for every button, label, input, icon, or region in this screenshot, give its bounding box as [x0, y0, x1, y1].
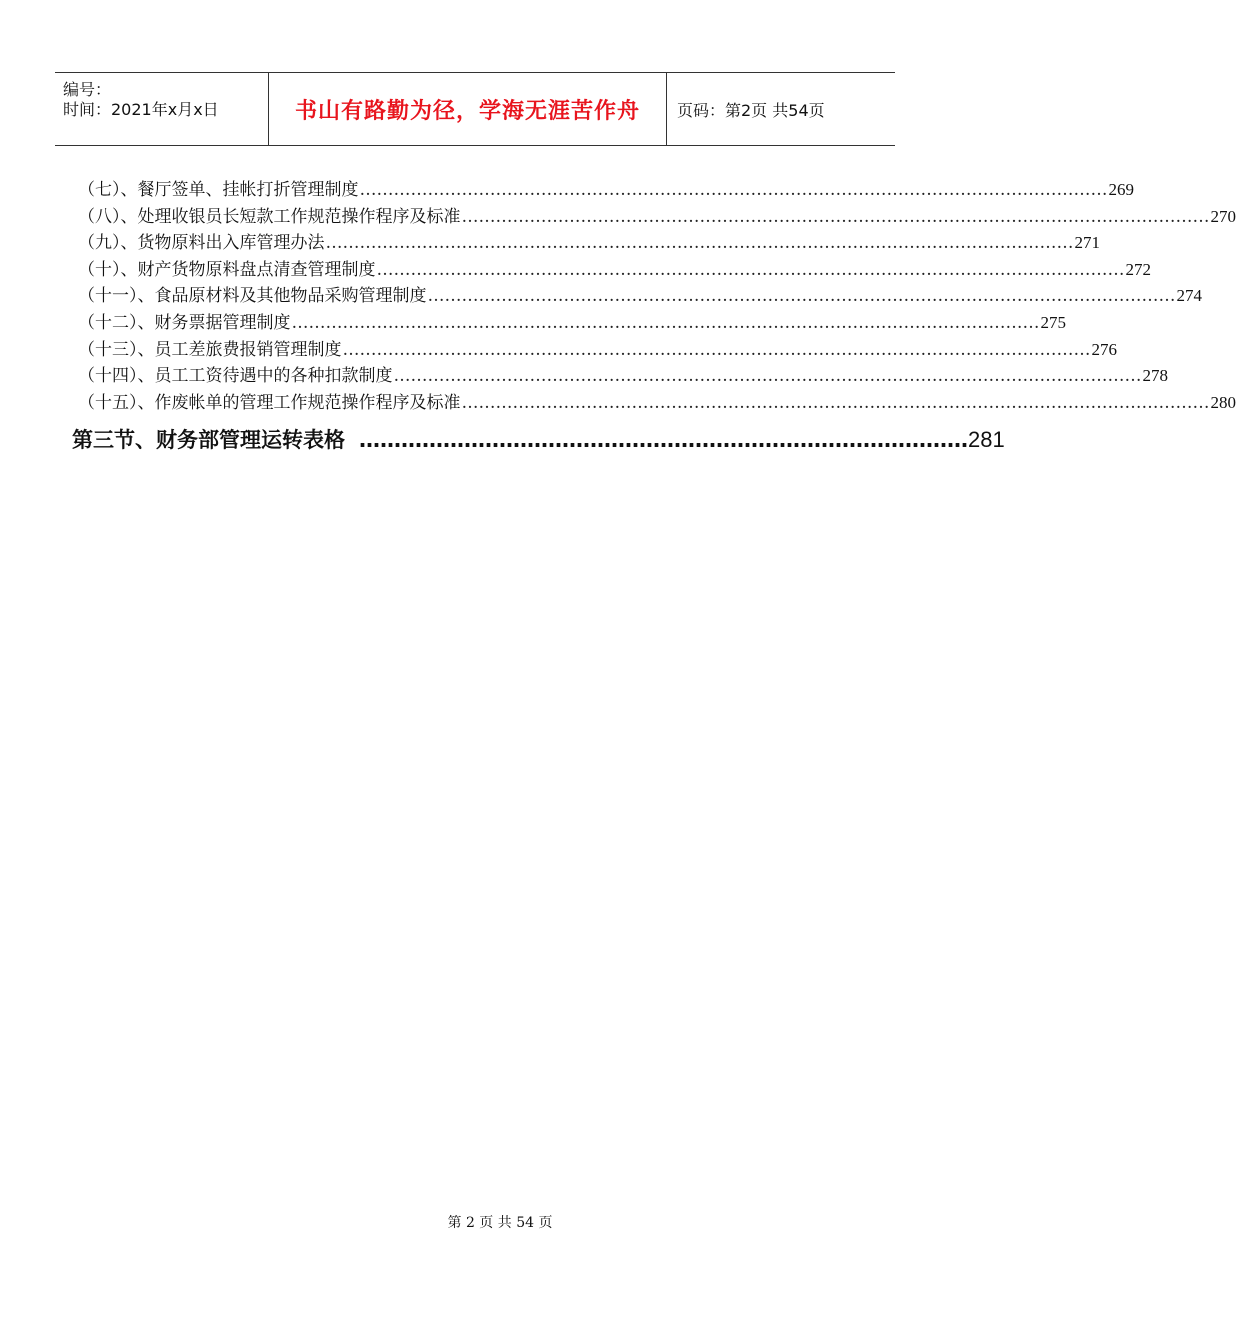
doc-number-label: 编号：: [63, 80, 112, 99]
doc-time-label: 时间：2021年x月x日: [63, 100, 219, 119]
toc-row[interactable]: [78, 361, 1168, 388]
toc-row[interactable]: [78, 388, 1236, 415]
toc-page: 271: [1074, 233, 1100, 253]
header-page-cell: [667, 73, 895, 145]
toc-page: 270: [1210, 206, 1236, 226]
toc-leader: ……………………………………………………………………………………………………………………: [393, 366, 1142, 387]
toc-title: （八）、处理收银员长短款工作规范操作程序及标准: [78, 206, 461, 227]
toc-title: （十三）、员工差旅费报销管理制度: [78, 339, 342, 360]
toc-list: [78, 175, 1236, 414]
section-leader: ……………………………………………………………………………: [359, 428, 968, 452]
toc-page: 278: [1142, 366, 1168, 386]
section-page: 281: [968, 427, 1005, 452]
toc-row[interactable]: [78, 228, 1100, 255]
toc-title: （七）、餐厅签单、挂帐打折管理制度: [78, 180, 359, 200]
toc-page: 272: [1125, 259, 1151, 279]
toc-leader: ……………………………………………………………………………………………………………………: [325, 233, 1074, 254]
toc-row[interactable]: [78, 335, 1117, 362]
toc-row[interactable]: [78, 308, 1066, 335]
toc-row[interactable]: [78, 202, 1236, 229]
toc-row[interactable]: [78, 175, 1134, 202]
page-header: [55, 72, 895, 146]
toc-page: 274: [1176, 286, 1202, 306]
toc-leader: ……………………………………………………………………………………………………………………: [291, 312, 1040, 333]
toc-leader: ……………………………………………………………………………………………………………………: [461, 206, 1210, 227]
toc-leader: ……………………………………………………………………………………………………………………: [376, 259, 1125, 280]
header-info-cell: [55, 73, 269, 145]
header-motto-cell: [269, 73, 667, 145]
toc-title: （十二）、财务票据管理制度: [78, 312, 291, 333]
toc-leader: ……………………………………………………………………………………………………………………: [461, 392, 1210, 413]
toc-title: （十一）、食品原材料及其他物品采购管理制度: [78, 286, 427, 307]
page-footer: 第 2 页 共 54 页: [447, 1215, 553, 1231]
toc-title: （十）、财产货物原料盘点清查管理制度: [78, 259, 376, 280]
motto-text: 书山有路勤为径，学海无涯苦作舟: [294, 98, 640, 124]
toc-row[interactable]: [78, 281, 1202, 308]
toc-page: 280: [1210, 392, 1236, 412]
page-label: 页码：第2页 共54页: [677, 100, 825, 120]
toc-title: （九）、货物原料出入库管理办法: [78, 233, 325, 254]
toc-page: 269: [1108, 180, 1134, 199]
toc-leader: ……………………………………………………………………………………………………………………: [359, 180, 1108, 200]
section-title: 第三节、财务部管理运转表格: [72, 428, 345, 452]
section-heading-row[interactable]: [72, 424, 1005, 454]
toc-leader: ……………………………………………………………………………………………………………………: [427, 286, 1176, 307]
toc-page: 275: [1040, 312, 1066, 332]
toc-title: （十五）、作废帐单的管理工作规范操作程序及标准: [78, 392, 461, 413]
toc-leader: ……………………………………………………………………………………………………………………: [342, 339, 1091, 360]
toc-page: 276: [1091, 339, 1117, 359]
toc-title: （十四）、员工工资待遇中的各种扣款制度: [78, 366, 393, 387]
toc-row[interactable]: [78, 255, 1151, 282]
